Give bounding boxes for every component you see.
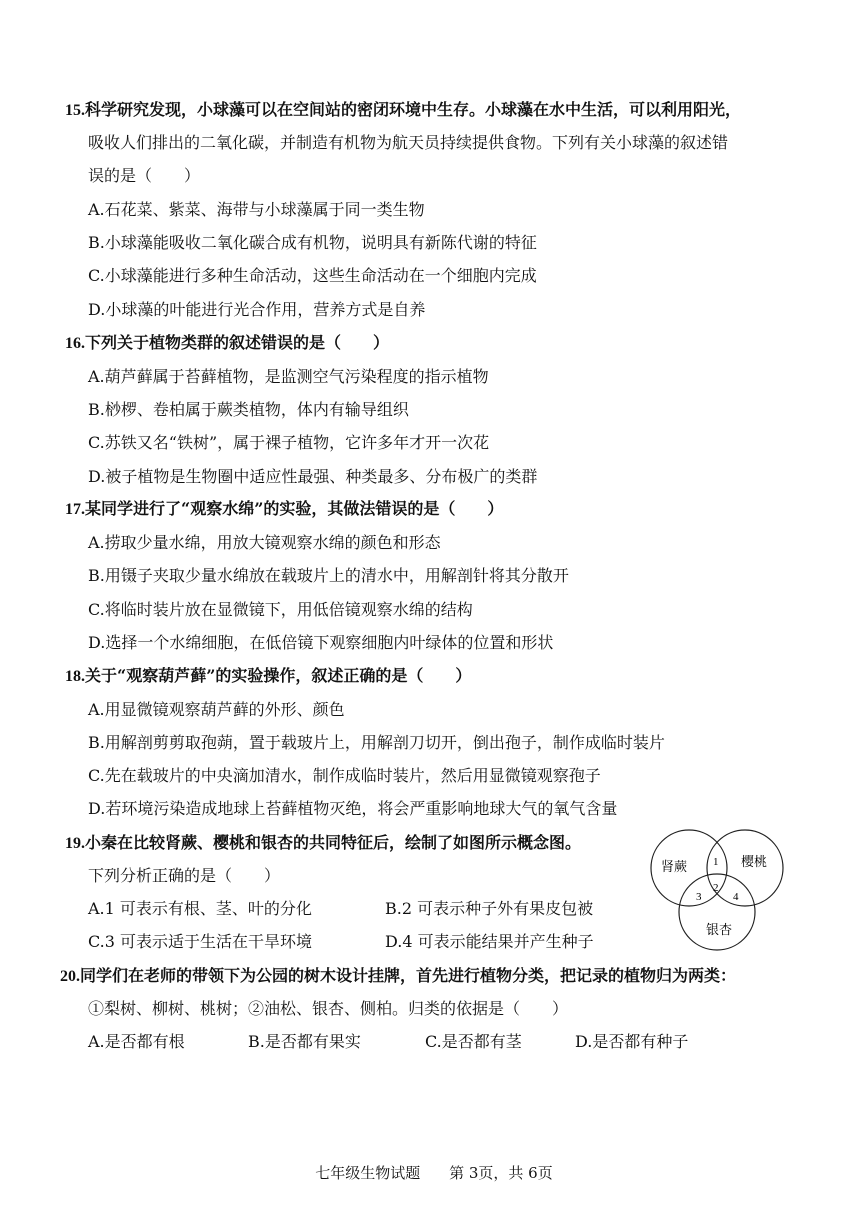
q19-number: 19. <box>65 835 85 852</box>
q17-option-a: A.捞取少量水绵，用放大镜观察水绵的颜色和形态 <box>88 533 441 552</box>
q15-stem-line-2: 吸收人们排出的二氧化碳，并制造有机物为航天员持续提供食物。下列有关小球藻的叙述错 <box>88 133 729 152</box>
q17-option-b: B.用镊子夹取少量水绵放在载玻片上的清水中，用解剖针将其分散开 <box>88 566 569 585</box>
q20-number: 20. <box>60 968 80 985</box>
venn-label-shenjue: 肾蕨 <box>661 860 688 875</box>
venn-region-1: 1 <box>713 856 719 868</box>
q18-option-c: C.先在载玻片的中央滴加清水，制作成临时装片，然后用显微镜观察孢子 <box>88 766 601 785</box>
q18-option-a: A.用显微镜观察葫芦藓的外形、颜色 <box>88 700 345 719</box>
venn-label-yinxing: 银杏 <box>706 923 733 938</box>
q16-option-d: D.被子植物是生物圈中适应性最强、种类最多、分布极广的类群 <box>88 467 538 486</box>
q20-option-d: D.是否都有种子 <box>575 1032 689 1051</box>
q19-option-c: C.3 可表示适于生活在干旱环境 <box>88 932 313 951</box>
q19-option-a: A.1 可表示有根、茎、叶的分化 <box>88 899 312 918</box>
footer-subject: 七年级生物试题 <box>315 1164 421 1182</box>
venn-label-yingtao: 樱桃 <box>741 855 768 870</box>
q18-option-b: B.用解剖剪剪取孢蒴，置于载玻片上，用解剖刀切开，倒出孢子，制作成临时装片 <box>88 733 665 752</box>
q15-stem-line-1: 15.科学研究发现，小球藻可以在空间站的密闭环境中生存。小球藻在水中生活，可以利用阳光， <box>65 100 742 119</box>
q15-number: 15. <box>65 102 85 119</box>
q16-stem-line-1: 16.下列关于植物类群的叙述错误的是（ ） <box>65 333 390 352</box>
q15-stem-line-3: 误的是（ ） <box>88 166 201 185</box>
q17-number: 17. <box>65 501 85 518</box>
q20-option-a: A.是否都有根 <box>88 1032 185 1051</box>
q17-stem-line-1: 17.某同学进行了“观察水绵”的实验，其做法错误的是（ ） <box>65 499 504 518</box>
q17-option-d: D.选择一个水绵细胞，在低倍镜下观察细胞内叶绿体的位置和形状 <box>88 633 554 652</box>
q20-stem-line-1: 20.同学们在老师的带领下为公园的树木设计挂牌，首先进行植物分类，把记录的植物归为两类： <box>60 966 737 985</box>
q18-number: 18. <box>65 668 85 685</box>
q15-option-a: A.石花菜、紫菜、海带与小球藻属于同一类生物 <box>88 200 425 219</box>
q16-option-b: B.桫椤、卷柏属于蕨类植物，体内有输导组织 <box>88 400 409 419</box>
q18-option-d: D.若环境污染造成地球上苔藓植物灭绝，将会严重影响地球大气的氧气含量 <box>88 799 618 818</box>
page-footer <box>0 1162 868 1183</box>
footer-page-number: 第 3页，共 6页 <box>449 1164 553 1182</box>
q16-number: 16. <box>65 335 85 352</box>
venn-region-3: 3 <box>696 891 702 903</box>
q15-option-d: D.小球藻的叶能进行光合作用，营养方式是自养 <box>88 300 426 319</box>
q20-option-c: C.是否都有茎 <box>425 1032 522 1051</box>
q16-option-a: A.葫芦藓属于苔藓植物，是监测空气污染程度的指示植物 <box>88 367 489 386</box>
q19-option-b: B.2 可表示种子外有果皮包被 <box>385 899 594 918</box>
venn-region-4: 4 <box>733 891 739 903</box>
q15-option-c: C.小球藻能进行多种生命活动，这些生命活动在一个细胞内完成 <box>88 266 537 285</box>
q19-stem-line-2: 下列分析正确的是（ ） <box>88 866 281 885</box>
q20-option-b: B.是否都有果实 <box>248 1032 361 1051</box>
q15-option-b: B.小球藻能吸收二氧化碳合成有机物，说明具有新陈代谢的特征 <box>88 233 537 252</box>
q18-stem-line-1: 18.关于“观察葫芦藓”的实验操作，叙述正确的是（ ） <box>65 666 472 685</box>
q19-option-d: D.4 可表示能结果并产生种子 <box>385 932 594 951</box>
q19-stem-line-1: 19.小秦在比较肾蕨、樱桃和银杏的共同特征后，绘制了如图所示概念图。 <box>65 833 582 852</box>
q17-option-c: C.将临时装片放在显微镜下，用低倍镜观察水绵的结构 <box>88 600 473 619</box>
q20-stem-line-2: ①梨树、柳树、桃树；②油松、银杏、侧柏。归类的依据是（ ） <box>88 999 569 1018</box>
venn-region-2: 2 <box>713 882 719 894</box>
concept-venn-diagram <box>645 828 795 952</box>
q16-option-c: C.苏铁又名“铁树”，属于裸子植物，它许多年才开一次花 <box>88 433 490 452</box>
